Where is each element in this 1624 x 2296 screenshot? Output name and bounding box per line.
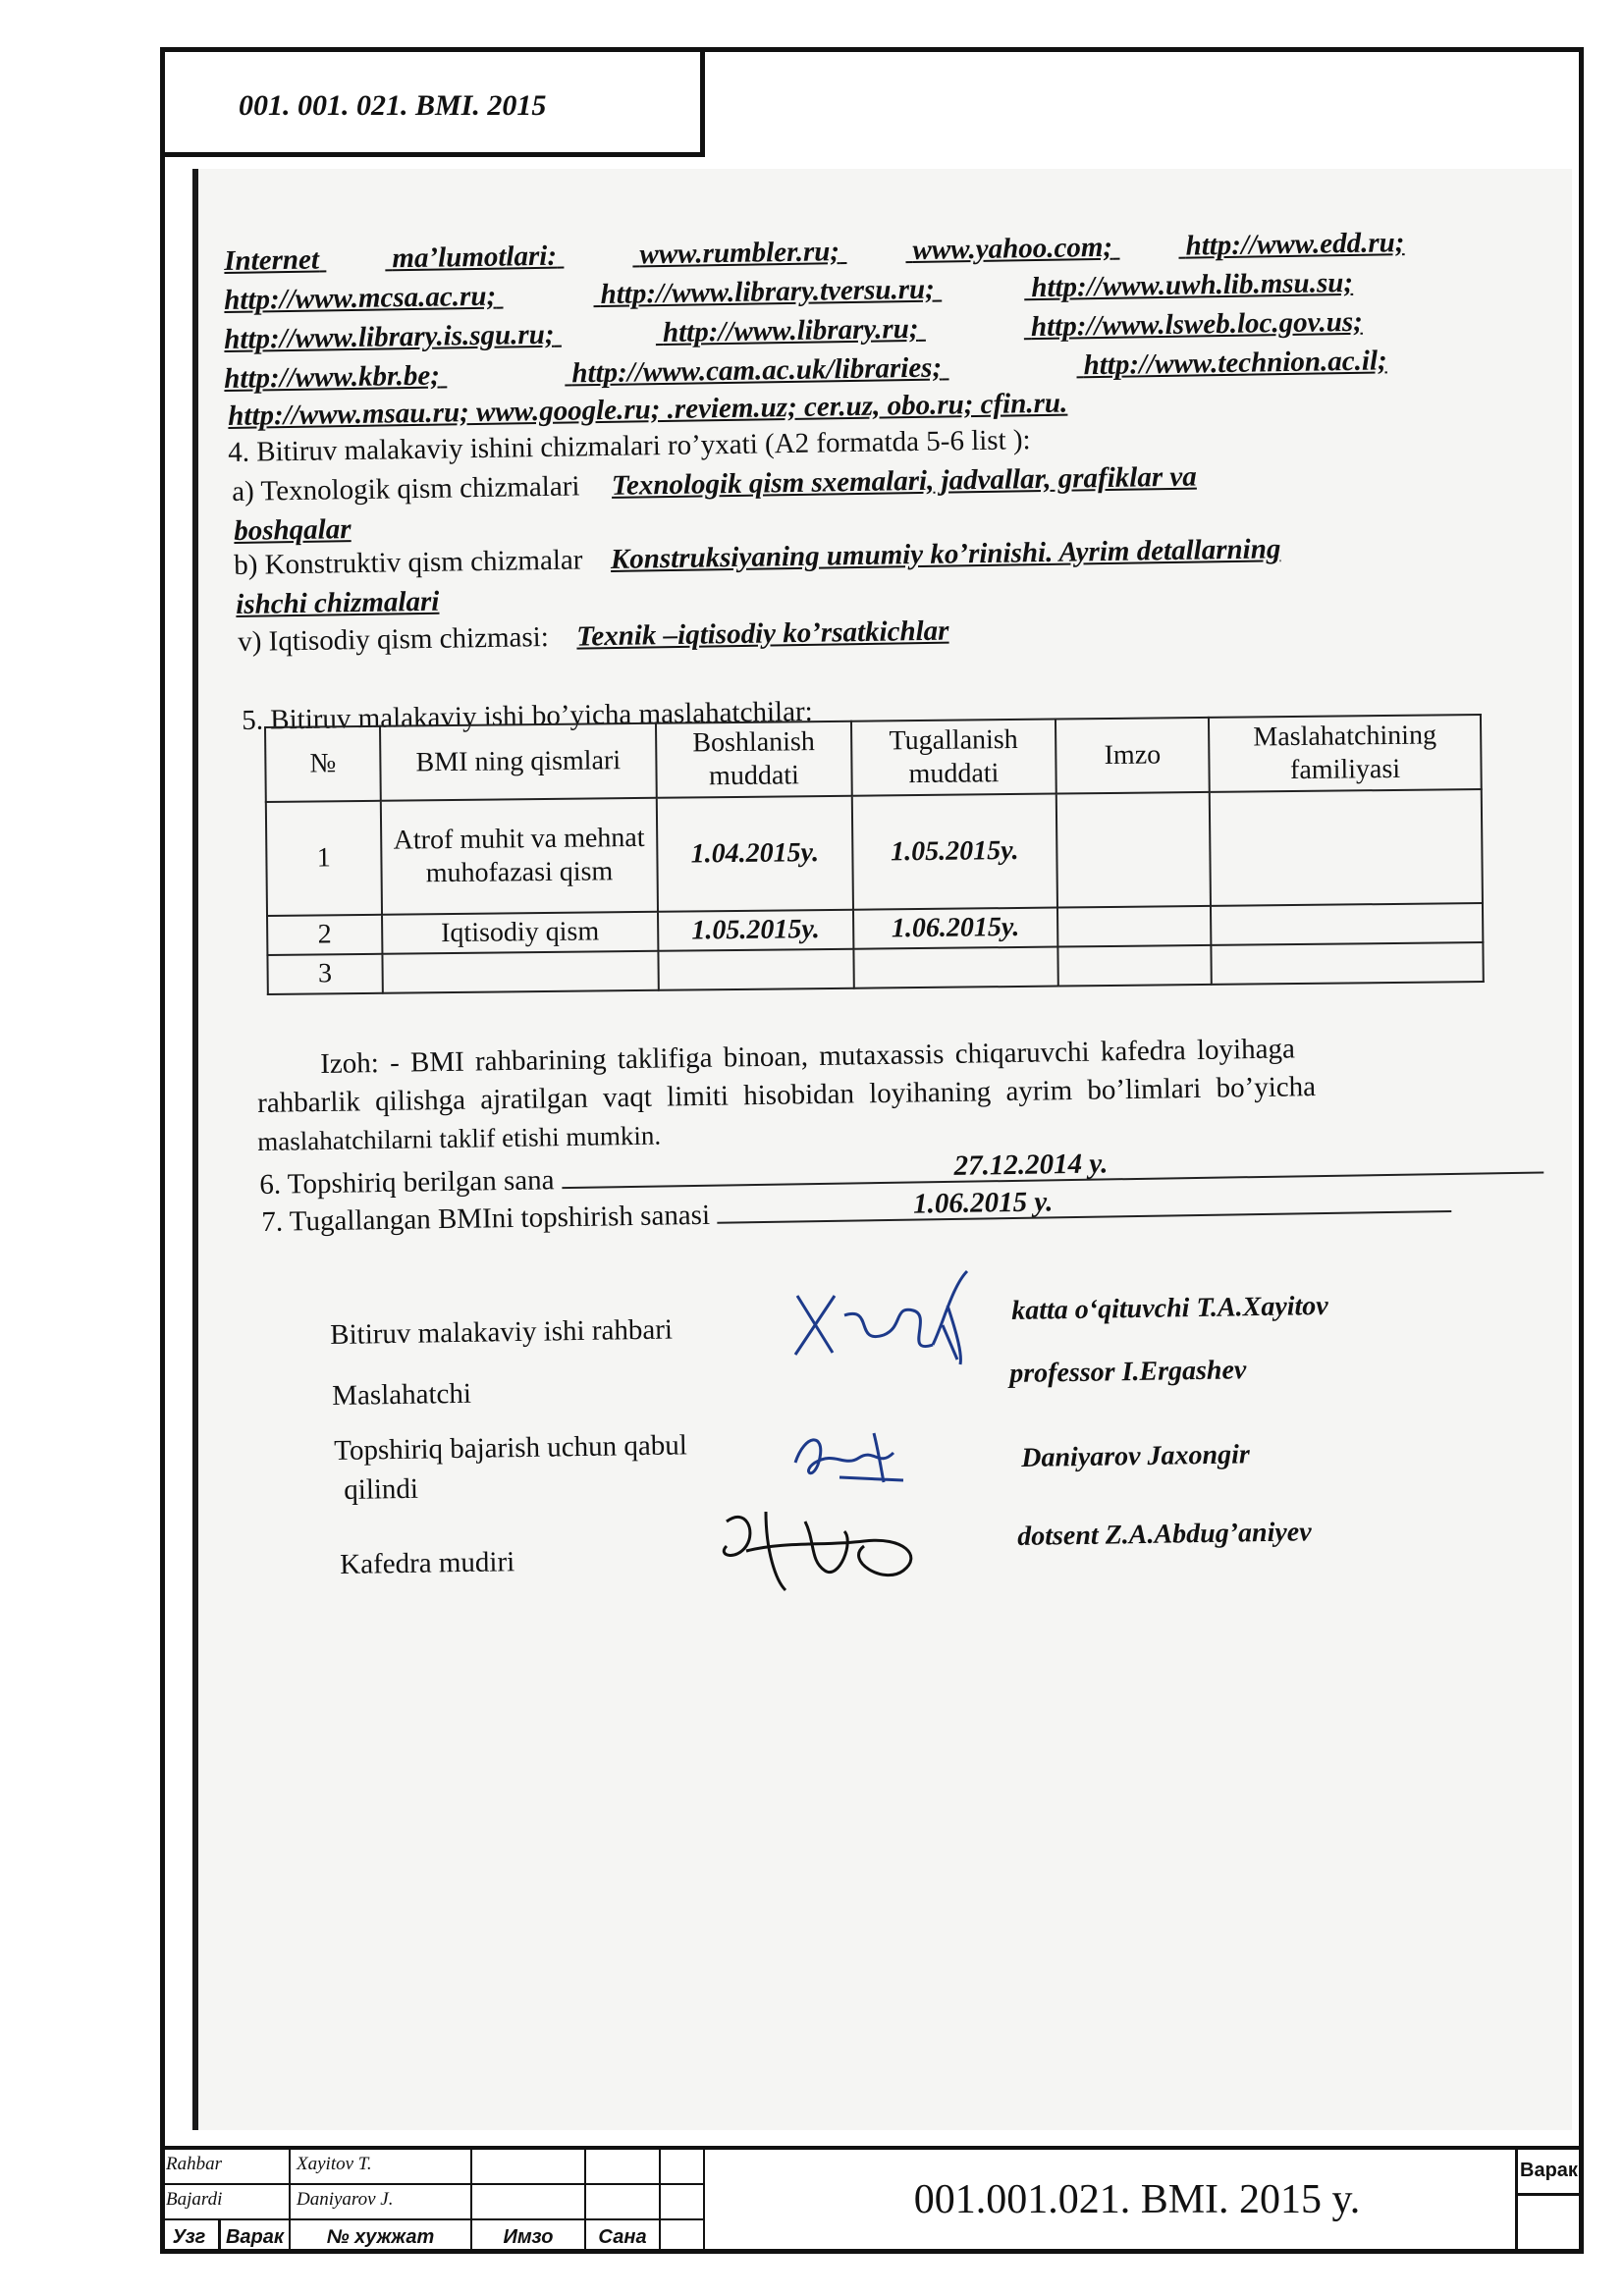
tb-col-uzg: Узг bbox=[160, 2220, 221, 2254]
tb-rahbar-name: Xayitov T. bbox=[291, 2150, 472, 2185]
drawings-item-b-cont: ishchi chizmalari bbox=[236, 585, 440, 620]
internet-link: http://www.kbr.be; bbox=[224, 359, 441, 395]
drawings-item-a-cont: boshqalar bbox=[234, 513, 352, 547]
internet-link: http://www.technion.ac.il; bbox=[1083, 345, 1387, 382]
row-consultant bbox=[1210, 789, 1483, 906]
consultant-name: professor I.Ergashev bbox=[1009, 1355, 1247, 1389]
title-block bbox=[160, 2146, 1584, 2254]
internet-link: http://www.lsweb.loc.gov.us; bbox=[1030, 305, 1364, 344]
drawings-heading: 4. Bitiruv malakaviy ishini chizmalari ro’yxati (A2 formatda 5-6 list ): bbox=[228, 424, 1031, 468]
row-start bbox=[658, 949, 853, 990]
internet-link: http://www.edd.ru; bbox=[1185, 227, 1405, 262]
tb-rahbar-sign bbox=[472, 2150, 586, 2185]
item-value: Texnologik qism sxemalari, jadvallar, grafiklar va bbox=[611, 460, 1197, 502]
tb-sheet-divider bbox=[1518, 2193, 1584, 2196]
row-part: Atrof muhit va mehnat muhofazasi qism bbox=[381, 798, 658, 915]
student-signature-icon bbox=[785, 1423, 913, 1492]
row-start: 1.05.2015y. bbox=[658, 910, 853, 951]
note-line-2: rahbarlik qilishga ajratilgan vaqt limiti hisobidan loyihaning ayrim bo’limlari bo’yicha bbox=[257, 1071, 1317, 1119]
consultants-table bbox=[264, 714, 1485, 995]
item-value: Konstruksiyaning umumiy ko’rinishi. Ayrim detallarning bbox=[610, 533, 1281, 575]
row-signature bbox=[1057, 945, 1212, 987]
consultant-label: Maslahatchi bbox=[332, 1377, 472, 1412]
head-label: Kafedra mudiri bbox=[340, 1546, 515, 1580]
accepted-label-cont: qilindi bbox=[344, 1472, 419, 1506]
tb-document-code: 001.001.021. BMI. 2015 y. bbox=[913, 2177, 1361, 2222]
given-date-value: 27.12.2014 y. bbox=[953, 1148, 1109, 1182]
row-number: 1 bbox=[266, 801, 382, 916]
supervisor-label: Bitiruv malakaviy ishi rahbari bbox=[330, 1313, 674, 1351]
internet-label: Internet bbox=[224, 243, 320, 277]
row-end: 1.05.2015y. bbox=[852, 794, 1057, 910]
tb-bajardi-date bbox=[586, 2185, 661, 2220]
submit-date-value: 1.06.2015 y. bbox=[912, 1186, 1054, 1220]
table-header-row bbox=[265, 715, 1482, 802]
internet-link: http://www.cam.ac.uk/libraries; bbox=[571, 351, 943, 390]
col-end: Tugallanish muddati bbox=[851, 720, 1056, 796]
row-part: Iqtisodiy qism bbox=[382, 912, 658, 954]
col-start: Boshlanish muddati bbox=[656, 721, 852, 798]
submit-date-label: 7. Tugallangan BMIni topshirish sanasi bbox=[261, 1199, 711, 1238]
table-row bbox=[266, 789, 1483, 916]
internet-link: www.yahoo.com; bbox=[912, 231, 1113, 266]
tb-blank-cell bbox=[661, 2185, 705, 2220]
item-label: b) Konstruktiv qism chizmalar bbox=[234, 544, 583, 581]
row-number: 2 bbox=[267, 915, 382, 955]
internet-link: http://www.library.is.sgu.ru; bbox=[224, 318, 555, 355]
row-end bbox=[853, 947, 1058, 988]
tb-rahbar-label: Rahbar bbox=[160, 2150, 291, 2185]
row-part bbox=[382, 951, 658, 993]
col-number: № bbox=[265, 726, 381, 802]
tb-col-varak: Варак bbox=[221, 2220, 291, 2254]
head-signature-icon bbox=[707, 1502, 943, 1600]
tb-rahbar-date bbox=[586, 2150, 661, 2185]
head-name: dotsent Z.A.Abdug’aniyev bbox=[1017, 1517, 1312, 1552]
consultants-heading: 5. Bitiruv malakaviy ishi bo’yicha maslahatchilar: bbox=[242, 695, 813, 736]
supervisor-signature-icon bbox=[785, 1266, 982, 1374]
accepted-label: Topshiriq bajarish uchun qabul bbox=[334, 1429, 688, 1467]
tb-sheet-label: Варак bbox=[1520, 2160, 1578, 2181]
tb-col-document: № хужжат bbox=[291, 2220, 472, 2254]
col-part: BMI ning qismlari bbox=[380, 723, 657, 801]
row-number: 3 bbox=[267, 954, 382, 994]
note-line-3: maslahatchilarni taklif etishi mumkin. bbox=[257, 1120, 662, 1156]
given-date-label: 6. Topshiriq berilgan sana bbox=[259, 1164, 555, 1201]
tb-bajardi-label: Bajardi bbox=[160, 2185, 291, 2220]
internet-link: http://www.library.tversu.ru; bbox=[600, 273, 936, 310]
item-value: Texnik –iqtisodiy ko’rsatkichlar bbox=[576, 614, 949, 653]
internet-link: http://www.uwh.lib.msu.su; bbox=[1031, 266, 1354, 304]
row-consultant bbox=[1211, 942, 1483, 985]
tb-blank-cell bbox=[661, 2150, 705, 2185]
internet-link: http://www.mcsa.ac.ru; bbox=[224, 280, 497, 316]
internet-line-5: http://www.msau.ru; www.google.ru; .reviem.uz; cer.uz, obo.ru; cfin.ru. bbox=[228, 387, 1068, 432]
row-signature bbox=[1057, 906, 1212, 947]
tb-bajardi-sign bbox=[472, 2185, 586, 2220]
accepted-name: Daniyarov Jaxongir bbox=[1021, 1439, 1251, 1473]
note-line-1: Izoh: - BMI rahbarining taklifiga binoan, mutaxassis chiqaruvchi kafedra loyihaga bbox=[320, 1033, 1296, 1080]
internet-link: http://www.library.ru; bbox=[662, 312, 919, 348]
tb-col-date: Сана bbox=[586, 2220, 661, 2254]
item-label: v) Iqtisodiy qism chizmasi: bbox=[238, 621, 550, 658]
internet-label-2: ma’lumotlari: bbox=[392, 240, 558, 275]
item-label: a) Texnologik qism chizmalari bbox=[232, 470, 580, 507]
col-consultant-name: Maslahatchining familiyasi bbox=[1209, 715, 1482, 792]
row-consultant bbox=[1211, 903, 1483, 945]
header-code: 001. 001. 021. BMI. 2015 bbox=[239, 89, 547, 122]
col-signature: Imzo bbox=[1056, 718, 1210, 794]
row-signature bbox=[1056, 792, 1211, 908]
internet-link: www.rumbler.ru; bbox=[639, 236, 840, 271]
top-stamp bbox=[160, 47, 705, 157]
tb-bajardi-name: Daniyarov J. bbox=[291, 2185, 472, 2220]
tb-col-signature: Имзо bbox=[472, 2220, 586, 2254]
tb-sheet-box bbox=[1515, 2146, 1584, 2254]
tb-blank-cell bbox=[661, 2220, 705, 2254]
supervisor-name: katta o‘qituvchi T.A.Xayitov bbox=[1011, 1290, 1328, 1326]
row-start: 1.04.2015y. bbox=[657, 796, 853, 912]
row-end: 1.06.2015y. bbox=[853, 908, 1058, 949]
